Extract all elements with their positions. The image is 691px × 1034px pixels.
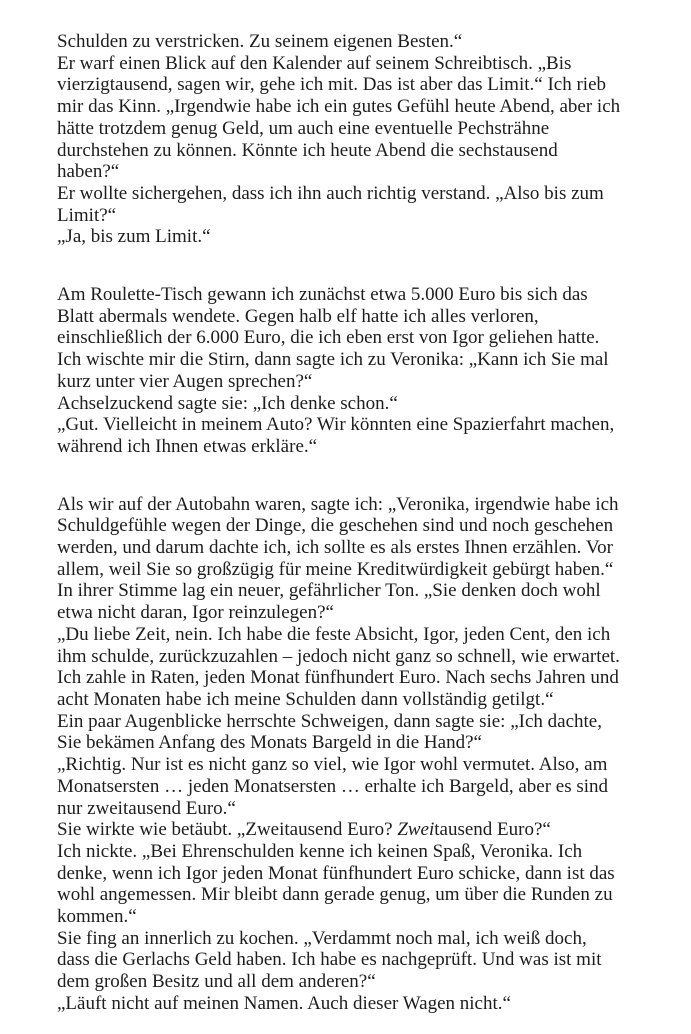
text-segment: „Ja, bis zum Limit.“ xyxy=(57,226,211,248)
text-line xyxy=(57,205,659,227)
text-segment: Schuldgefühle wegen der Dinge, die geschehen sind und noch geschehen xyxy=(57,515,614,537)
text-segment: Ich nickte. „Bei Ehrenschulden kenne ich keinen Spaß, Veronika. Ich xyxy=(57,840,583,862)
text-segment: Er warf einen Blick auf den Kalender auf seinem Schreibtisch. „Bis xyxy=(57,52,572,74)
text-line xyxy=(57,306,659,328)
text-segment: werden, und darum dachte ich, ich sollte es als erstes Ihnen erzählen. Vor xyxy=(57,537,613,559)
text-segment: kommen.“ xyxy=(57,906,137,928)
text-segment: Schulden zu verstricken. Zu seinem eigenen Besten.“ xyxy=(57,31,463,52)
text-line xyxy=(57,559,659,581)
text-line xyxy=(57,74,659,96)
text-line xyxy=(57,414,659,436)
text-line xyxy=(57,863,659,885)
text-line xyxy=(57,118,659,140)
text-line xyxy=(57,371,659,393)
text-segment: Am Roulette-Tisch gewann ich zunächst etwa 5.000 Euro bis sich das xyxy=(57,284,588,306)
text-line xyxy=(57,31,659,53)
text-segment: nur zweitausend Euro.“ xyxy=(57,797,236,819)
text-line xyxy=(57,161,659,183)
text-column xyxy=(57,31,659,1015)
text-line xyxy=(57,689,659,711)
text-segment: hätte trotzdem genug Geld, um auch eine eventuelle Pechsträhne xyxy=(57,117,550,139)
text-line xyxy=(57,667,659,689)
text-line xyxy=(57,646,659,668)
text-segment: während ich Ihnen etwas erkläre.“ xyxy=(57,435,318,457)
text-segment: Ich zahle in Raten, jeden Monat fünfhundert Euro. Nach sechs Jahren und xyxy=(57,667,619,689)
text-line xyxy=(57,949,659,971)
text-line xyxy=(57,819,659,841)
text-segment: Ein paar Augenblicke herrschte Schweigen, dann sagte sie: „Ich dachte, xyxy=(57,710,602,732)
text-segment: dass die Gerlachs Geld haben. Ich habe es nachgeprüft. Und was ist mit xyxy=(57,949,602,971)
text-segment: einschließlich der 6.000 Euro, die ich eben erst von Igor geliehen hatte. xyxy=(57,327,600,349)
text-segment: Ich wischte mir die Stirn, dann sagte ich zu Veronika: „Kann ich Sie mal xyxy=(57,349,609,371)
text-segment: tausend Euro?“ xyxy=(434,819,551,841)
text-line xyxy=(57,971,659,993)
text-segment: Er wollte sichergehen, dass ich ihn auch richtig verstand. „Also bis zum xyxy=(57,182,604,204)
text-line xyxy=(57,928,659,950)
text-segment: haben?“ xyxy=(57,161,120,183)
text-segment: Sie bekämen Anfang des Monats Bargeld in die Hand?“ xyxy=(57,732,482,754)
text-line xyxy=(57,711,659,733)
text-segment: denke, wenn ich Igor jeden Monat fünfhundert Euro schicke, dann ist das xyxy=(57,862,615,884)
text-segment: vierzigtausend, sagen wir, gehe ich mit. Das ist aber das Limit.“ Ich rieb xyxy=(57,74,607,96)
text-segment: acht Monaten habe ich meine Schulden dann vollständig getilgt.“ xyxy=(57,688,554,710)
text-line xyxy=(57,327,659,349)
text-line xyxy=(57,515,659,537)
text-line xyxy=(57,140,659,162)
text-segment: Monatsersten … jeden Monatsersten … erhalte ich Bargeld, aber es sind xyxy=(57,775,609,797)
text-segment: Sie wirkte wie betäubt. „Zweitausend Euro? xyxy=(57,819,398,841)
text-line xyxy=(57,841,659,863)
text-segment: wohl angemessen. Mir bleibt dann gerade genug, um über die Runden zu xyxy=(57,884,613,906)
text-segment: allem, weil Sie so großzügig für meine Kreditwürdigkeit gebürgt haben.“ xyxy=(57,558,614,580)
text-line xyxy=(57,284,659,306)
text-segment: Achselzuckend sagte sie: „Ich denke schon.“ xyxy=(57,392,398,414)
text-line xyxy=(57,580,659,602)
scene-block xyxy=(57,284,659,458)
text-segment: ihm schulde, zurückzuzahlen – jedoch nicht ganz so schnell, wie erwartet. xyxy=(57,645,620,667)
text-segment: etwa nicht daran, Igor reinzulegen?“ xyxy=(57,602,334,624)
text-line xyxy=(57,798,659,820)
text-segment: Limit?“ xyxy=(57,204,117,226)
text-segment: durchstehen zu können. Könnte ich heute Abend die sechstausend xyxy=(57,139,558,161)
text-line xyxy=(57,349,659,371)
text-segment: kurz unter vier Augen sprechen?“ xyxy=(57,370,313,392)
text-line xyxy=(57,624,659,646)
text-line xyxy=(57,183,659,205)
text-line xyxy=(57,393,659,415)
text-line xyxy=(57,494,659,516)
text-segment: dem großen Besitz und all dem anderen?“ xyxy=(57,971,376,993)
text-line xyxy=(57,436,659,458)
text-line xyxy=(57,906,659,928)
text-segment: „Richtig. Nur ist es nicht ganz so viel, wie Igor wohl vermutet. Also, am xyxy=(57,754,608,776)
emphasized-text: Zwei xyxy=(397,819,435,841)
text-line xyxy=(57,537,659,559)
text-segment: Sie fing an innerlich zu kochen. „Verdammt noch mal, ich weiß doch, xyxy=(57,927,587,949)
text-segment: Als wir auf der Autobahn waren, sagte ich: „Veronika, irgendwie habe ich xyxy=(57,493,619,515)
text-line xyxy=(57,96,659,118)
text-line xyxy=(57,754,659,776)
scene-block xyxy=(57,494,659,1015)
text-segment: Blatt abermals wendete. Gegen halb elf hatte ich alles verloren, xyxy=(57,305,539,327)
text-line xyxy=(57,602,659,624)
text-line xyxy=(57,226,659,248)
text-line xyxy=(57,884,659,906)
text-segment: „Du liebe Zeit, nein. Ich habe die feste Absicht, Igor, jeden Cent, den ich xyxy=(57,623,611,645)
text-segment: „Läuft nicht auf meinen Namen. Auch dieser Wagen nicht.“ xyxy=(57,992,511,1014)
text-segment: In ihrer Stimme lag ein neuer, gefährlicher Ton. „Sie denken doch wohl xyxy=(57,580,601,602)
scene-block xyxy=(57,31,659,248)
text-line xyxy=(57,993,659,1015)
text-segment: mir das Kinn. „Irgendwie habe ich ein gutes Gefühl heute Abend, aber ich xyxy=(57,96,621,118)
text-segment: „Gut. Vielleicht in meinem Auto? Wir könnten eine Spazierfahrt machen, xyxy=(57,414,615,436)
text-line xyxy=(57,53,659,75)
text-line xyxy=(57,776,659,798)
text-line xyxy=(57,732,659,754)
